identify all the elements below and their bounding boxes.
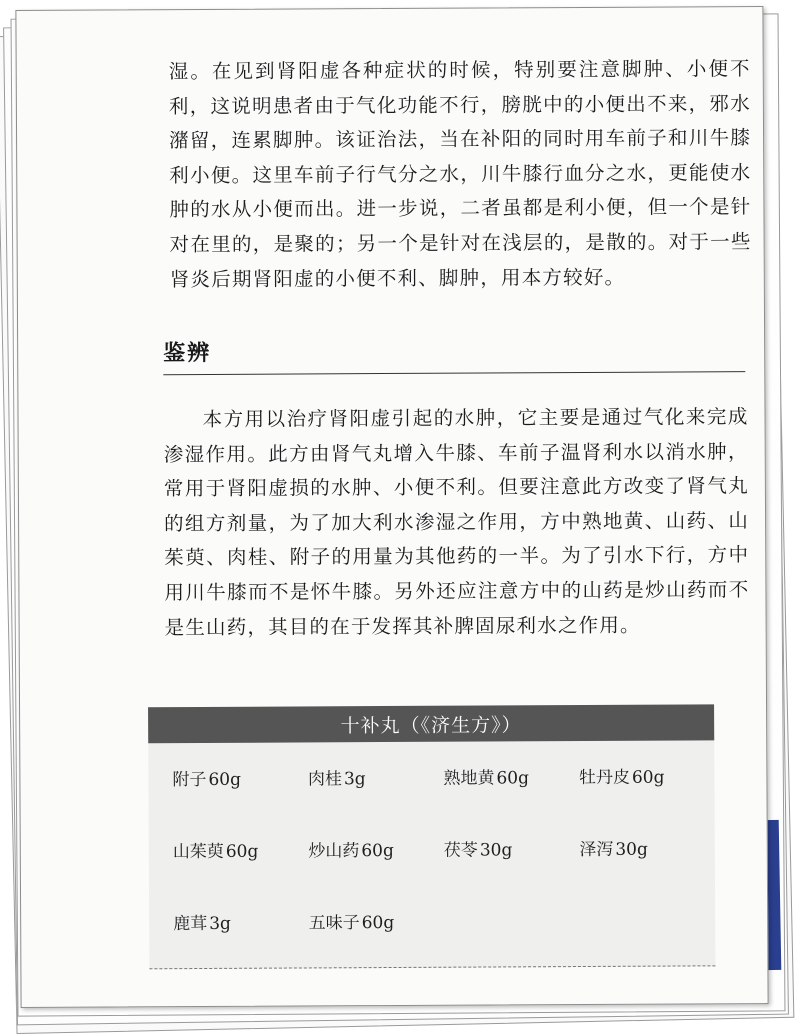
herb-dose: 60g: [496, 768, 529, 789]
herb-dose: 3g: [343, 769, 366, 790]
herb-grid: [148, 740, 715, 981]
herb-item: [444, 835, 580, 908]
herb-name: 附子: [172, 769, 207, 791]
herb-item: [173, 836, 309, 909]
herb-name: 炒山药: [308, 841, 360, 862]
herb-item: [173, 908, 309, 981]
body-paragraph-1: 湿。在见到肾阳虚各种症状的时候，特别要注意脚肿、小便不利，这说明患者由于气化功能不行，膀胱中的小便出不来，邪水潴留，连累脚肿。该证治法，当在补阳的同时用车前子和川牛膝利小便。这里车前子行气分之水，川牛膝行血分之水，更能使水肿的水从小便而出。进一步说，二者虽都是利小便，但一个是针对在里的，是聚的；另一个是针对在浅层的，是散的。对于一些肾炎后期肾阳虚的小便不利、脚肿，用本方较好。: [168, 57, 752, 291]
herb-name: 牡丹皮: [578, 767, 630, 789]
herb-dose: 3g: [209, 913, 231, 934]
herb-dose: 60g: [361, 912, 395, 934]
herb-name: 山茱萸: [172, 841, 224, 863]
herb-name: 熟地黄: [443, 768, 495, 789]
herb-name: 鹿茸: [173, 913, 208, 935]
herb-dose: 60g: [225, 841, 259, 862]
heading-divider: [163, 371, 745, 375]
herb-dose: 60g: [208, 769, 241, 790]
herb-name: 泽泻: [579, 839, 614, 861]
herb-dose: 30g: [479, 840, 513, 861]
herb-item: [172, 764, 308, 837]
herb-dose: 30g: [615, 839, 648, 860]
herb-item: [443, 763, 579, 836]
herb-item: [308, 764, 444, 837]
herb-dose: 60g: [631, 767, 665, 788]
herb-name: 五味子: [308, 913, 360, 934]
book-page: [15, 6, 768, 1008]
herb-item: [309, 908, 445, 981]
section-heading: 鉴辨: [163, 340, 212, 367]
body-paragraph-2: 本方用以治疗肾阳虚引起的水肿，它主要是通过气化来完成渗湿作用。此方由肾气丸增入牛膝、车前子温肾利水以消水肿，常用于肾阳虚损的水肿、小便不利。但要注意此方改变了肾气丸的组方剂量，为了加大利水渗湿之作用，方中熟地黄、山药、山茱萸、肉桂、附子的用量为其他药的一半。为了引水下行，方中用川牛膝而不是怀牛膝。另外还应注意方中的山药是炒山药而不是生山药，其目的在于发挥其补脾固尿利水之作用。: [163, 405, 750, 639]
herb-name: 茯苓: [443, 840, 478, 861]
herb-dose: 60g: [361, 840, 394, 862]
herb-item: [579, 834, 715, 907]
formula-box: [148, 704, 715, 969]
herb-name: 肉桂: [307, 769, 342, 790]
herb-item: [579, 762, 715, 835]
formula-title: 十补丸（《济生方》）: [148, 704, 714, 743]
herb-item: [308, 836, 444, 909]
